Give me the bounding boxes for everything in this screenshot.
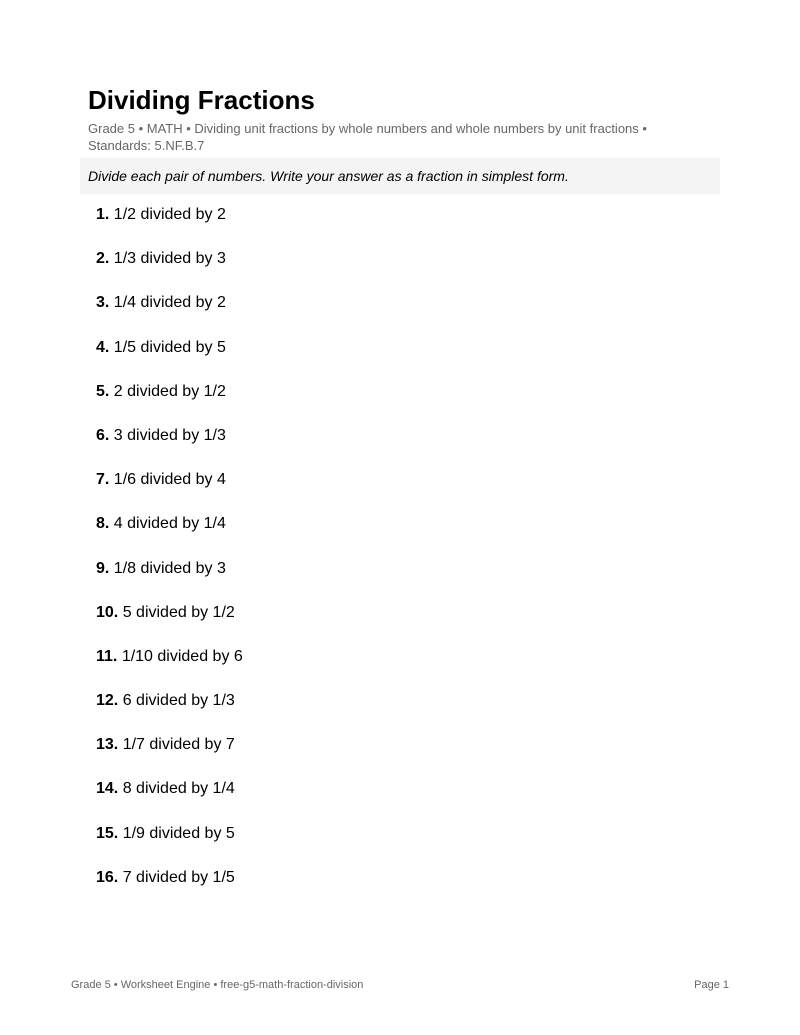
problem-number: 6. bbox=[96, 426, 110, 444]
problem-text: 1/10 divided by 6 bbox=[121, 647, 243, 665]
problem-number: 7. bbox=[96, 471, 110, 489]
problem-text: 4 divided by 1/4 bbox=[113, 515, 226, 533]
instructions-box: Divide each pair of numbers. Write your answer as a fraction in simplest form. bbox=[80, 158, 720, 194]
problem-text: 5 divided by 1/2 bbox=[122, 603, 235, 621]
problem-number: 9. bbox=[96, 559, 110, 577]
problem-list bbox=[96, 205, 243, 912]
problem-text: 1/5 divided by 5 bbox=[113, 338, 226, 356]
problem-number: 16. bbox=[96, 868, 119, 886]
problem-number: 8. bbox=[96, 515, 110, 533]
problem-number: 13. bbox=[96, 736, 119, 754]
problem-number: 12. bbox=[96, 692, 119, 710]
problem-text: 1/9 divided by 5 bbox=[122, 824, 235, 842]
problem-number: 10. bbox=[96, 603, 119, 621]
problem-item bbox=[96, 249, 243, 293]
problem-text: 1/7 divided by 7 bbox=[122, 736, 235, 754]
problem-text: 1/2 divided by 2 bbox=[113, 206, 226, 223]
problem-item bbox=[96, 691, 243, 735]
footer-info: Grade 5 • Worksheet Engine • free-g5-math-fraction-division bbox=[71, 979, 364, 991]
problem-item bbox=[96, 205, 243, 249]
problem-item bbox=[96, 382, 243, 426]
problem-number: 14. bbox=[96, 780, 119, 798]
problem-item bbox=[96, 559, 243, 603]
problem-text: 1/8 divided by 3 bbox=[113, 559, 226, 577]
problem-item bbox=[96, 514, 243, 558]
problem-text: 8 divided by 1/4 bbox=[122, 780, 235, 798]
page-title: Dividing Fractions bbox=[88, 85, 315, 115]
problem-text: 1/6 divided by 4 bbox=[113, 471, 226, 489]
worksheet-meta: Grade 5 • MATH • Dividing unit fractions by whole numbers and whole numbers by unit fractions • Standards: 5.NF.B.7 bbox=[88, 121, 647, 153]
problem-text: 6 divided by 1/3 bbox=[122, 692, 235, 710]
problem-text: 1/3 divided by 3 bbox=[113, 250, 226, 268]
page-number: Page 1 bbox=[694, 979, 729, 991]
problem-text: 1/4 divided by 2 bbox=[113, 294, 226, 312]
problem-number: 3. bbox=[96, 294, 110, 312]
problem-number: 2. bbox=[96, 250, 110, 268]
problem-item bbox=[96, 779, 243, 823]
problem-text: 3 divided by 1/3 bbox=[113, 426, 226, 444]
problem-item bbox=[96, 470, 243, 514]
problem-number: 11. bbox=[96, 647, 118, 665]
problem-number: 1. bbox=[96, 206, 110, 223]
problem-item bbox=[96, 868, 243, 912]
problem-item bbox=[96, 735, 243, 779]
problem-item bbox=[96, 603, 243, 647]
problem-item bbox=[96, 647, 243, 691]
problem-text: 7 divided by 1/5 bbox=[122, 868, 235, 886]
problem-text: 2 divided by 1/2 bbox=[113, 382, 226, 400]
problem-item bbox=[96, 293, 243, 337]
problem-number: 4. bbox=[96, 338, 110, 356]
problem-number: 5. bbox=[96, 382, 110, 400]
problem-item bbox=[96, 338, 243, 382]
problem-item bbox=[96, 824, 243, 868]
problem-number: 15. bbox=[96, 824, 119, 842]
problem-item bbox=[96, 426, 243, 470]
